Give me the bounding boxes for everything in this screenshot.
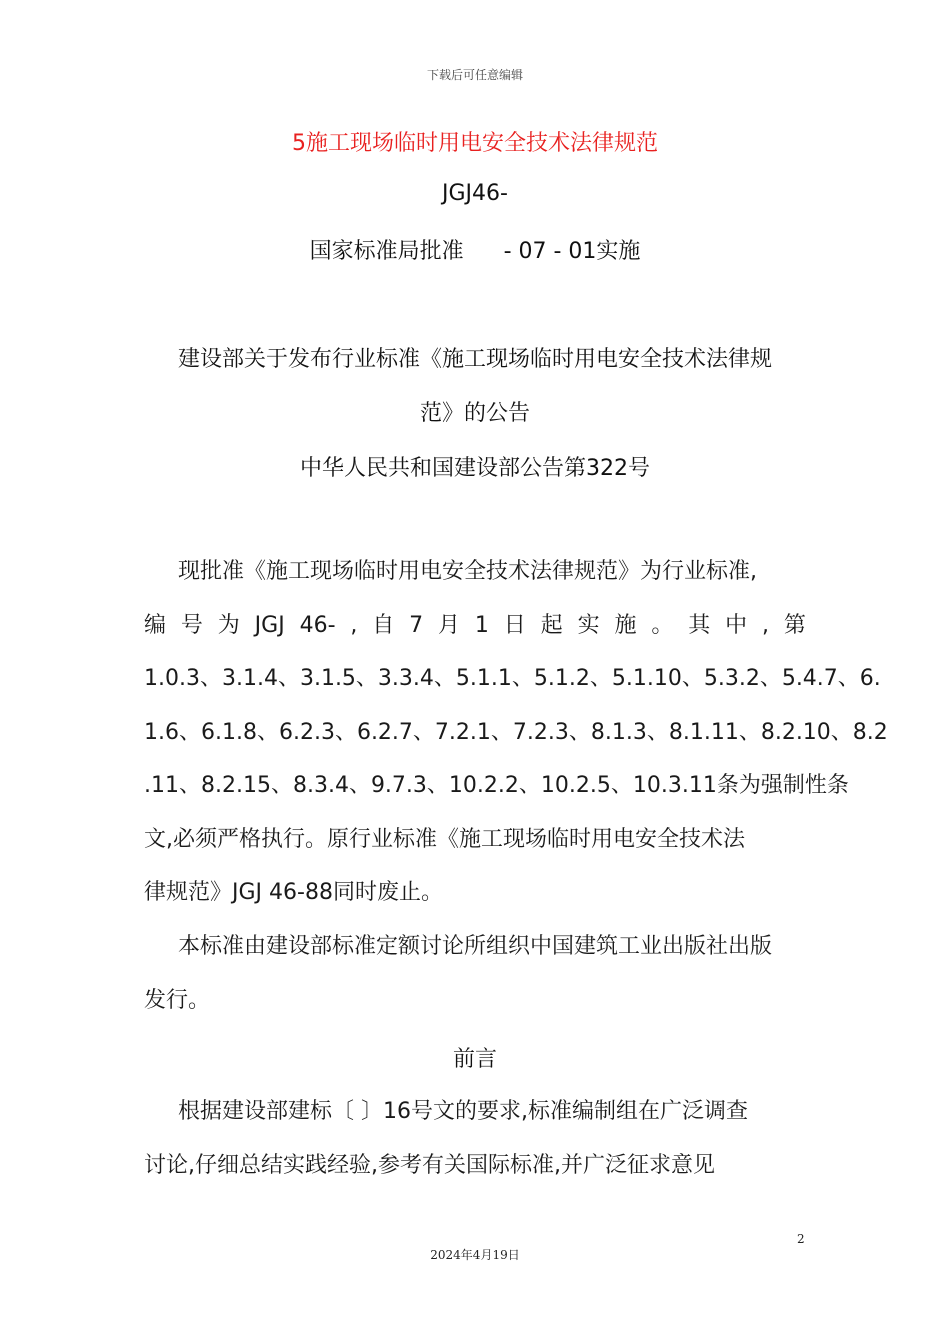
document-title: 5施工现场临时用电安全技术法律规范	[292, 131, 658, 156]
justified-token: 第	[783, 612, 806, 638]
justified-token: 月	[438, 612, 461, 638]
justified-token: ,	[762, 612, 770, 638]
paragraph-line: 本标准由建设部标准定额讨论所组织中国建筑工业出版社出版	[178, 934, 773, 959]
paragraph-approval	[144, 557, 888, 932]
justified-token: 为	[217, 612, 240, 638]
justified-token: 其	[688, 612, 711, 638]
announcement-heading-line-2: 范》的公告	[419, 401, 530, 426]
justified-token: ,	[350, 612, 358, 638]
paragraph-line: 根据建设部建标〔 〕16号文的要求,标准编制组在广泛调查	[178, 1099, 748, 1124]
justified-token: 日	[503, 612, 526, 638]
paragraph-line-justified	[144, 611, 806, 665]
paragraph-line: 现批准《施工现场临时用电安全技术法律规范》为行业标准,	[178, 559, 757, 584]
paragraph-line: .11、8.2.15、8.3.4、9.7.3、10.2.2、10.2.5、10.3.11条为强制性条	[144, 773, 849, 798]
justified-token: 7	[409, 612, 424, 638]
justified-token: 1	[474, 612, 489, 638]
justified-token: 施	[614, 612, 637, 638]
standard-code: JGJ46-	[442, 181, 508, 206]
paragraph-line: 律规范》JGJ 46-88同时废止。	[144, 880, 443, 905]
justified-token: 起	[540, 612, 563, 638]
effective-date: - 07 - 01实施	[503, 239, 641, 264]
announcement-heading-line-1: 建设部关于发布行业标准《施工现场临时用电安全技术法律规	[177, 347, 772, 372]
justified-token: 46-	[299, 612, 336, 638]
header-note: 下载后可任意编辑	[426, 68, 523, 82]
paragraph-foreword	[144, 1097, 806, 1204]
justified-token: 号	[180, 612, 203, 638]
foreword-heading: 前言	[452, 1047, 497, 1072]
justified-token: 编	[144, 612, 167, 638]
approval-line	[0, 234, 950, 265]
justified-token: 自	[372, 612, 395, 638]
justified-token: 实	[577, 612, 600, 638]
justified-token: 。	[651, 612, 674, 638]
justified-token: JGJ	[254, 612, 285, 638]
announcement-number: 中华人民共和国建设部公告第322号	[300, 456, 650, 481]
paragraph-line: 发行。	[144, 987, 211, 1013]
paragraph-line: 1.0.3、3.1.4、3.1.5、3.3.4、5.1.1、5.1.2、5.1.10、5.3.2、5.4.7、6.	[144, 666, 881, 691]
paragraph-line: 文,必须严格执行。原行业标准《施工现场临时用电安全技术法	[144, 826, 745, 852]
paragraph-publisher	[144, 932, 806, 1039]
paragraph-line: 讨论,仔细总结实践经验,参考有关国际标准,并广泛征求意见	[144, 1152, 715, 1178]
approval-authority: 国家标准局批准	[309, 239, 464, 264]
justified-token: 中	[725, 612, 748, 638]
page-number: 2	[797, 1232, 805, 1246]
footer-date: 2024年4月19日	[430, 1248, 520, 1262]
paragraph-line: 1.6、6.1.8、6.2.3、6.2.7、7.2.1、7.2.3、8.1.3、8.1.11、8.2.10、8.2	[144, 719, 888, 745]
